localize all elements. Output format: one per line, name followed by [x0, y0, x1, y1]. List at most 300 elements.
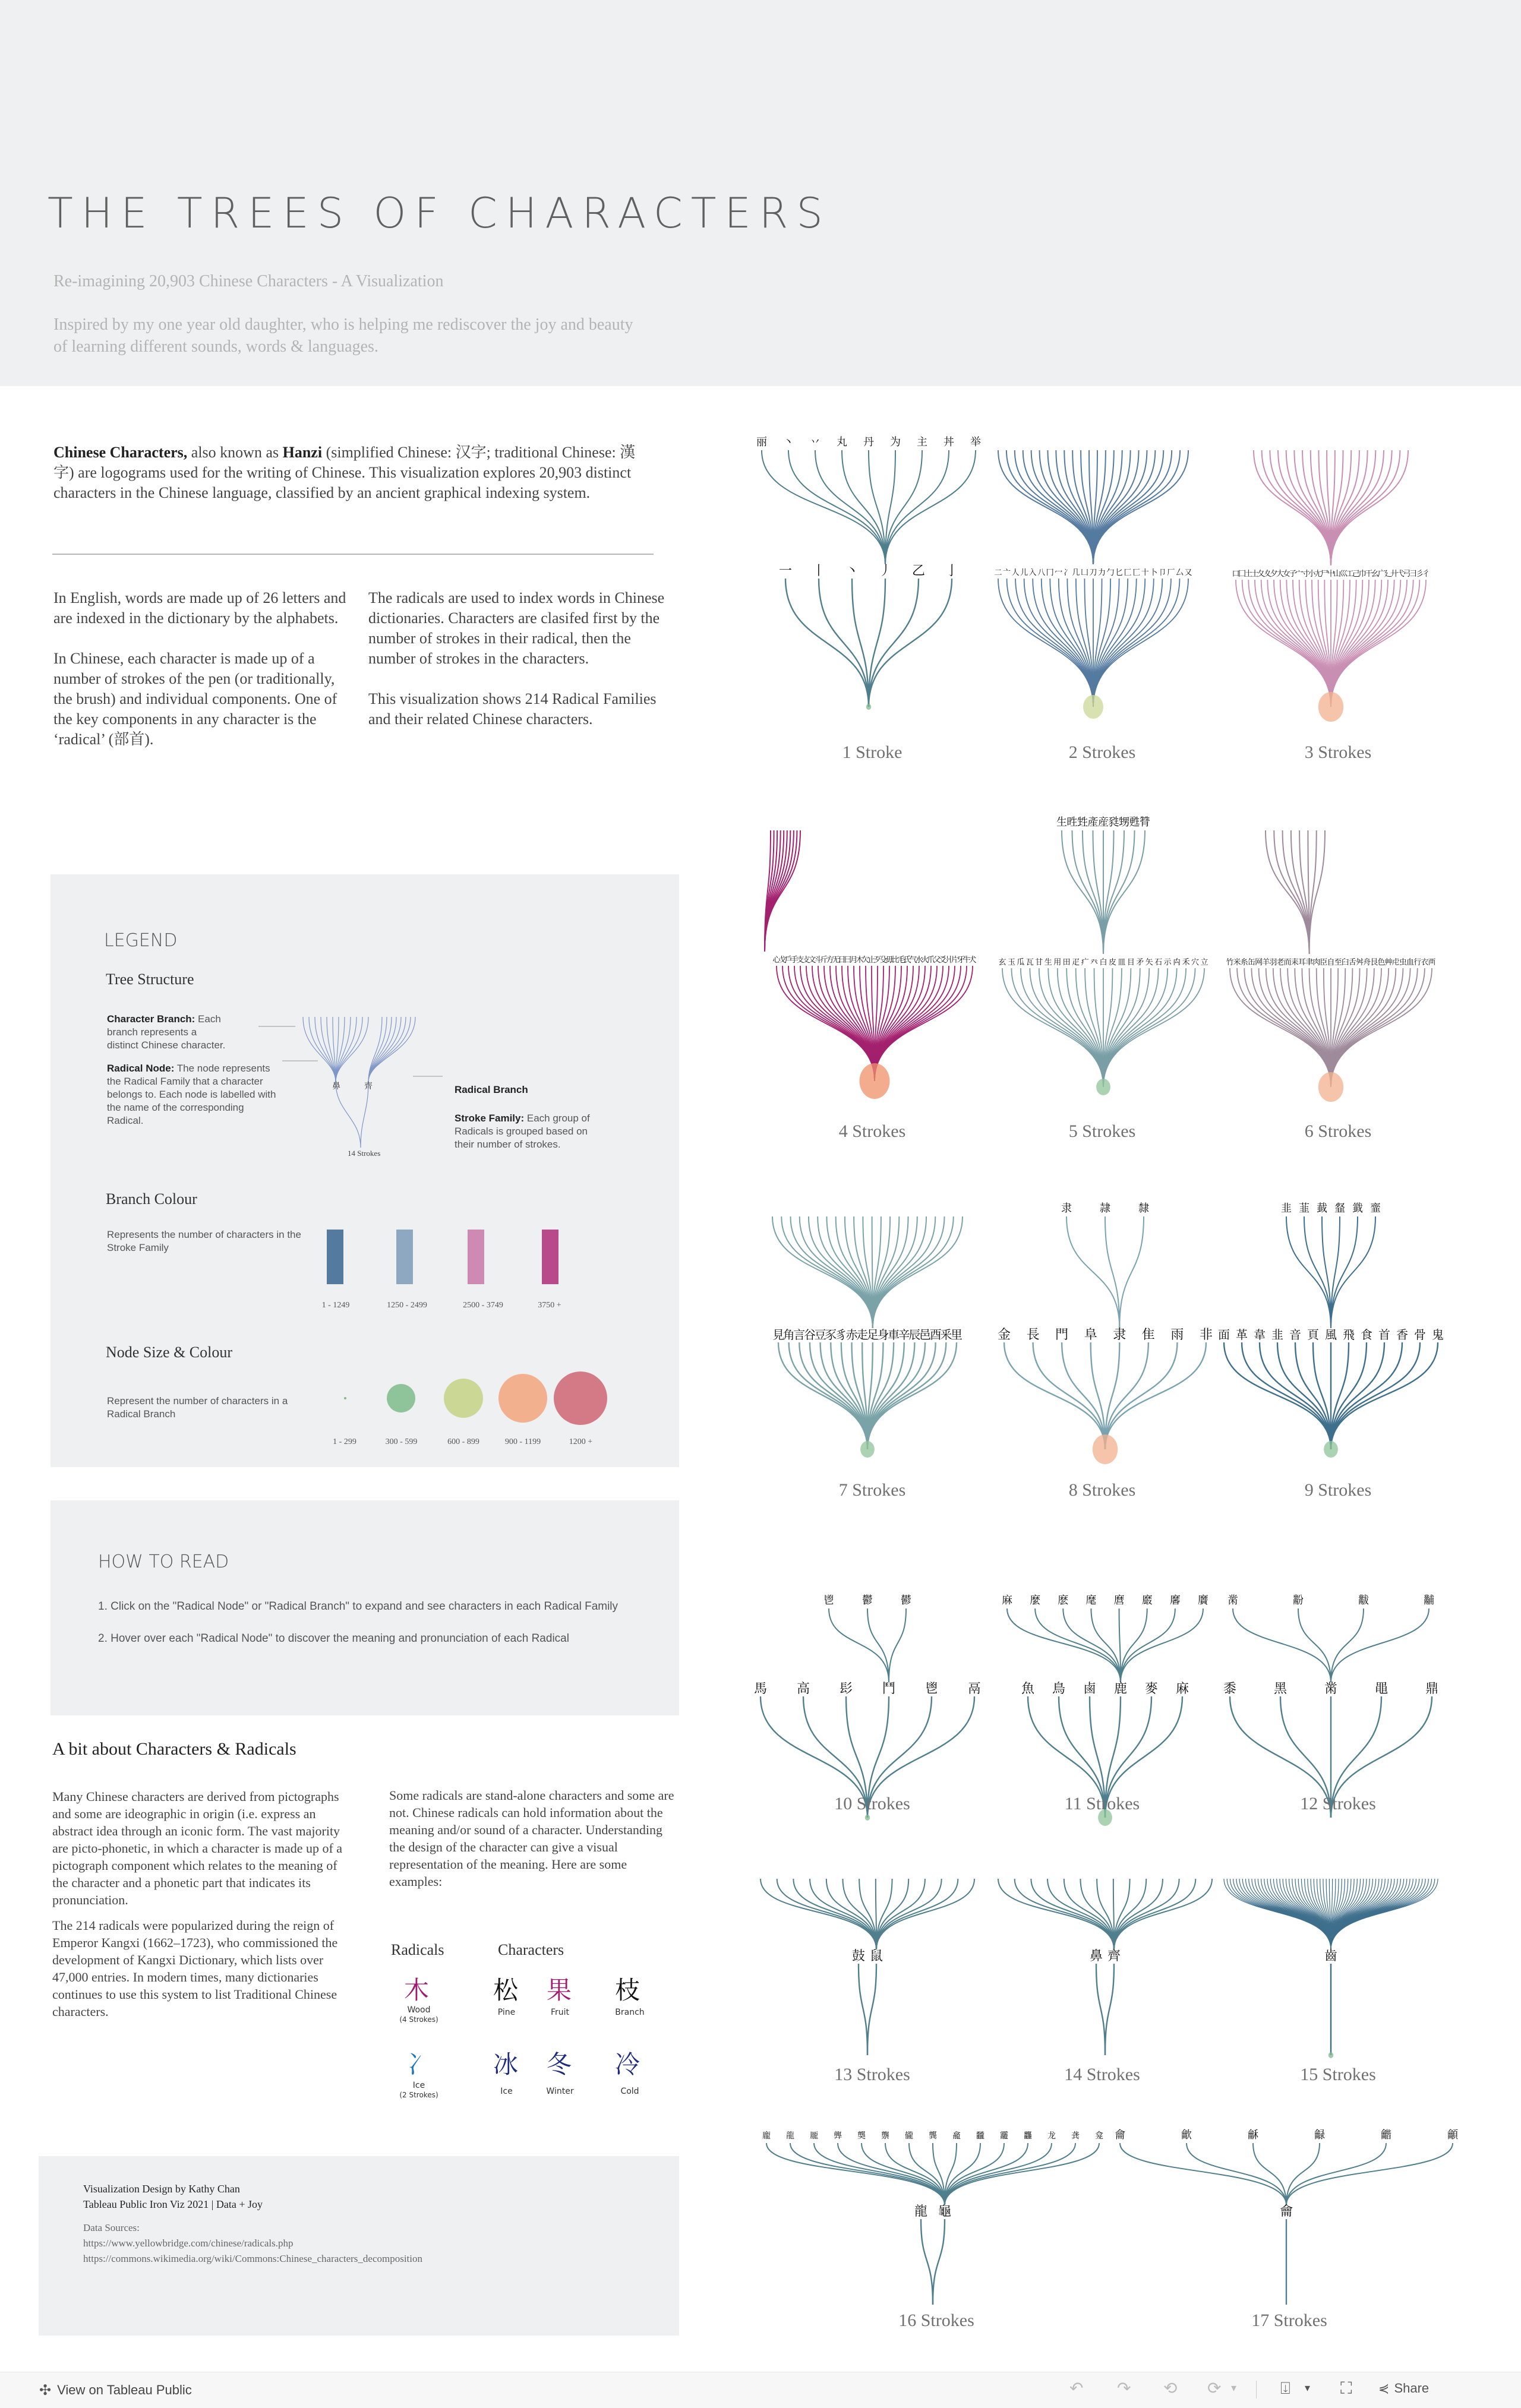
svg-text:丸: 丸: [837, 436, 847, 448]
credits-line-1: Visualization Design by Kathy Chan: [83, 2183, 240, 2195]
trees-chart: [737, 416, 1521, 2352]
radical-wood-label: [386, 2005, 452, 2024]
svg-text:自: 自: [1327, 958, 1335, 967]
svg-text:鬱: 鬱: [862, 1594, 873, 1607]
redo-icon[interactable]: ↷: [1117, 2378, 1131, 2398]
svg-text:网: 网: [1255, 958, 1263, 967]
svg-text:支: 支: [796, 956, 804, 965]
about-right-column: [389, 1787, 674, 1890]
svg-text:鬯: 鬯: [924, 1682, 939, 1696]
svg-text:匸: 匸: [1132, 568, 1141, 577]
svg-text:比: 比: [891, 956, 900, 965]
svg-text:豸: 豸: [835, 1328, 847, 1342]
svg-text:禾: 禾: [1182, 958, 1190, 967]
svg-text:隷: 隷: [1100, 1202, 1110, 1215]
credits-author: [83, 2181, 263, 2212]
tree-7[interactable]: [772, 1216, 963, 1458]
svg-text:厶: 厶: [1175, 568, 1184, 577]
svg-text:丶: 丶: [845, 564, 859, 579]
data-sources: [83, 2220, 422, 2267]
tree-label-12: 12 Strokes: [1300, 1794, 1376, 1813]
svg-text:風: 風: [1325, 1328, 1337, 1342]
about-left-column: [52, 1788, 355, 2020]
svg-text:羊: 羊: [1262, 958, 1270, 967]
svg-text:黹: 黹: [1324, 1682, 1338, 1696]
radical-ice-label: [386, 2081, 452, 2100]
svg-text:士: 士: [1251, 570, 1259, 579]
svg-text:矛: 矛: [1136, 958, 1144, 967]
svg-text:龠: 龠: [1279, 2204, 1293, 2219]
svg-text:耒: 耒: [1290, 958, 1299, 967]
example-radical-node-2: 齊: [364, 1082, 373, 1091]
svg-text:龘: 龘: [1024, 2131, 1032, 2141]
svg-text:屮: 屮: [1327, 570, 1335, 579]
svg-text:冫: 冫: [1063, 568, 1071, 577]
svg-text:韭: 韭: [1281, 1202, 1292, 1215]
svg-text:邑: 邑: [919, 1328, 932, 1342]
svg-text:犬: 犬: [968, 956, 977, 965]
svg-text:十: 十: [1141, 568, 1149, 577]
svg-text:夂: 夂: [1257, 570, 1266, 579]
svg-text:麻: 麻: [1002, 1594, 1012, 1607]
svg-text:鬥: 鬥: [882, 1682, 896, 1696]
svg-text:聿: 聿: [1305, 958, 1314, 967]
svg-text:亠: 亠: [1003, 568, 1011, 577]
tree-label-6: 6 Strokes: [1304, 1121, 1372, 1141]
svg-text:冖: 冖: [1055, 568, 1063, 577]
tree-3[interactable]: [1232, 450, 1430, 722]
svg-text:尸: 尸: [1320, 570, 1328, 579]
download-icon[interactable]: ⍗: [1280, 2378, 1290, 2398]
svg-text:韲: 韲: [1370, 1202, 1381, 1215]
svg-text:龏: 龏: [834, 2131, 842, 2141]
svg-text:隸: 隸: [1138, 1202, 1149, 1215]
page-title: THE TREES OF CHARACTERS: [48, 189, 831, 238]
svg-text:糸: 糸: [1240, 958, 1248, 967]
char-branch: 枝: [615, 1976, 640, 2005]
tree-16[interactable]: [762, 2131, 1103, 2305]
tree-9[interactable]: [1218, 1202, 1444, 1458]
svg-text:羽: 羽: [1269, 958, 1277, 967]
intro-right-p1: The radicals are used to index words in Chinese dictionaries. Characters are clasifed first by the number of strokes in their radical, then the number of strokes in the characters.: [368, 589, 665, 667]
svg-text:赤: 赤: [845, 1328, 858, 1342]
svg-text:臣: 臣: [1320, 958, 1328, 967]
svg-text:水: 水: [915, 956, 923, 965]
svg-text:齊: 齊: [1107, 1949, 1121, 1964]
svg-text:龒: 龒: [881, 2131, 889, 2141]
intro-paragraph: [53, 443, 654, 503]
tree-13[interactable]: [760, 1879, 974, 2055]
svg-text:戶: 戶: [784, 956, 793, 965]
node-size-heading: Node Size & Colour: [106, 1344, 233, 1361]
legend-panel: [51, 874, 679, 1467]
svg-text:匕: 匕: [1115, 568, 1124, 577]
svg-text:攴: 攴: [802, 956, 810, 965]
svg-text:疒: 疒: [1081, 958, 1089, 967]
label: Ice: [412, 2081, 425, 2090]
svg-text:毛: 毛: [897, 956, 905, 965]
svg-text:父: 父: [933, 956, 941, 965]
svg-text:甤: 甤: [1108, 816, 1119, 829]
radical-branch-label: [455, 1083, 528, 1096]
svg-text:戈: 戈: [778, 956, 787, 965]
svg-text:石: 石: [1154, 958, 1163, 967]
svg-text:車: 車: [888, 1328, 900, 1342]
svg-text:鼻: 鼻: [1089, 1949, 1103, 1964]
node-label-2: 300 - 599: [385, 1437, 418, 1446]
svg-text:黀: 黀: [1141, 1594, 1153, 1607]
svg-text:举: 举: [970, 436, 981, 448]
about-right-p1: Some radicals are stand-alone characters and some are not. Chinese radicals can hold information about the meaning and/or sound of a character. Understanding the design of the character can give a visual representation of the meaning. Here are some examples:: [389, 1788, 674, 1889]
svg-text:臼: 臼: [1341, 958, 1349, 967]
svg-text:竹: 竹: [1226, 958, 1234, 967]
svg-text:龡: 龡: [1181, 2129, 1192, 2141]
tree-4[interactable]: [765, 830, 977, 1099]
svg-text:龎: 龎: [810, 2131, 818, 2141]
svg-text:巛: 巛: [1339, 570, 1348, 579]
svg-text:豆: 豆: [814, 1328, 826, 1342]
swatch-label-1: 1 - 1249: [321, 1301, 350, 1310]
svg-text:隶: 隶: [1061, 1202, 1072, 1215]
how-to-read-title: HOW TO READ: [98, 1551, 229, 1572]
svg-text:龐: 龐: [762, 2131, 771, 2141]
svg-text:牛: 牛: [963, 956, 971, 965]
svg-text:酉: 酉: [929, 1328, 942, 1342]
svg-text:矢: 矢: [1145, 958, 1153, 967]
svg-text:音: 音: [1289, 1328, 1301, 1342]
label-text: The node represents the Radical Family that a character belongs to. Each node is labelled with the name of the corresponding Radical.: [107, 1063, 276, 1126]
svg-text:産: 産: [1098, 816, 1109, 829]
example-radical-node-1: 鼻: [332, 1082, 340, 1091]
about-left-p1: Many Chinese characters are derived from pictographs and some are ideographic in origin (i.e. express an abstract idea through an iconic form. The vast majority are picto-phonetic, in which a character is made up of a pictograph component which relates to the meaning of the character and a phonetic part that indicates its pronunciation.: [52, 1789, 343, 1907]
svg-text:示: 示: [1163, 958, 1172, 967]
svg-text:巾: 巾: [1358, 570, 1367, 579]
svg-text:鬰: 鬰: [901, 1594, 911, 1607]
svg-text:鼎: 鼎: [1425, 1682, 1439, 1696]
svg-text:龕: 龕: [952, 2131, 961, 2141]
tree-structure-diagram: [223, 1017, 460, 1154]
undo-icon[interactable]: ↶: [1069, 2378, 1084, 2398]
svg-text:黁: 黁: [1169, 1594, 1181, 1607]
share-button[interactable]: [1378, 2381, 1429, 2396]
tableau-logo-icon: ✣: [39, 2382, 52, 2398]
svg-text:艸: 艸: [1384, 958, 1393, 967]
intro-bold-chinese-characters: Chinese Characters,: [53, 444, 188, 461]
tree-label-10: 10 Strokes: [834, 1794, 910, 1813]
tree-5[interactable]: [998, 816, 1208, 1095]
svg-text:丷: 丷: [810, 436, 821, 448]
svg-text:氏: 氏: [903, 956, 911, 965]
view-on-tableau-label: View on Tableau Public: [57, 2382, 192, 2397]
svg-text:瓜: 瓜: [1017, 958, 1025, 967]
svg-text:黺: 黺: [1293, 1594, 1304, 1607]
swatch-1: [327, 1230, 343, 1284]
intro-left-p2: In Chinese, each character is made up of a number of strokes of the pen (or traditionally, the brush) and individual components. One of the key components in any character is the ‘radical’ (部首).: [53, 650, 337, 748]
label-bold: Radical Node:: [107, 1063, 175, 1074]
svg-text:韋: 韋: [1254, 1328, 1266, 1342]
svg-text:彐: 彐: [1409, 570, 1418, 579]
credits-panel: [39, 2156, 679, 2336]
svg-text:廾: 廾: [1390, 570, 1399, 579]
svg-text:爻: 爻: [939, 956, 947, 965]
svg-text:殳: 殳: [879, 956, 888, 965]
svg-text:乙: 乙: [911, 564, 926, 579]
view-on-tableau-button[interactable]: [39, 2382, 192, 2398]
fullscreen-icon[interactable]: ⛶: [1340, 2378, 1352, 2398]
svg-text:甥: 甥: [1119, 816, 1129, 829]
svg-text:豕: 豕: [825, 1328, 837, 1342]
intro-bold-hanzi: Hanzi: [282, 444, 323, 461]
tree-17[interactable]: [1115, 2129, 1459, 2305]
radicals-col-heading: Radicals: [391, 1941, 444, 1958]
svg-text:龤: 龤: [1381, 2129, 1391, 2141]
how-to-read-step-2: 2. Hover over each "Radical Node" to discover the meaning and pronunciation of each Radical: [98, 1632, 569, 1645]
svg-text:鬼: 鬼: [1432, 1328, 1444, 1342]
label-bold: Radical Branch: [455, 1084, 528, 1095]
svg-text:生: 生: [1056, 816, 1067, 829]
svg-text:龠: 龠: [1115, 2129, 1125, 2141]
label-text: Each branch represents a distinct Chinese character.: [107, 1013, 226, 1051]
label-sub: (4 Strokes): [399, 2015, 438, 2024]
svg-text:龖: 龖: [976, 2131, 984, 2141]
character-branch-desc: [107, 1013, 226, 1052]
svg-text:爿: 爿: [945, 956, 953, 965]
svg-text:龔: 龔: [929, 2131, 937, 2141]
svg-text:入: 入: [1028, 568, 1037, 577]
svg-text:丿: 丿: [878, 564, 892, 579]
swatch-2: [396, 1230, 413, 1284]
svg-text:首: 首: [1378, 1328, 1390, 1342]
tree-2[interactable]: [994, 450, 1192, 719]
svg-text:高: 高: [796, 1682, 810, 1696]
svg-text:辰: 辰: [908, 1328, 921, 1342]
svg-text:血: 血: [1406, 958, 1415, 967]
radical-examples: [386, 1971, 683, 2125]
svg-text:龥: 龥: [1447, 2129, 1458, 2141]
svg-text:一: 一: [778, 564, 793, 579]
tree-label-16: 16 Strokes: [898, 2311, 974, 2330]
svg-text:亅: 亅: [945, 564, 959, 579]
svg-text:食: 食: [1361, 1328, 1372, 1342]
svg-text:丶: 丶: [783, 436, 794, 448]
swatch-3: [468, 1230, 484, 1284]
svg-text:干: 干: [1365, 570, 1373, 579]
svg-text:禸: 禸: [1173, 958, 1181, 967]
svg-text:金: 金: [997, 1328, 1011, 1342]
node-label-1: 1 - 299: [333, 1437, 356, 1446]
tree-12[interactable]: [1223, 1594, 1438, 1818]
tree-15[interactable]: [1224, 1879, 1438, 2058]
download-dropdown-icon[interactable]: ▾: [1305, 2382, 1311, 2394]
revert-icon[interactable]: ⟲: [1163, 2378, 1178, 2398]
svg-text:龓: 龓: [905, 2131, 913, 2141]
tree-8[interactable]: [998, 1202, 1213, 1464]
swatch-label-2: 1250 - 2499: [387, 1301, 427, 1310]
intro-text: also known as: [187, 444, 283, 461]
tree-6[interactable]: [1226, 830, 1435, 1102]
svg-text:虍: 虍: [1391, 958, 1400, 967]
char-cold: 冷: [615, 2050, 640, 2079]
svg-text:隶: 隶: [1113, 1328, 1126, 1342]
svg-text:彳: 彳: [1422, 570, 1430, 579]
tree-1[interactable]: [756, 436, 981, 710]
svg-text:龍: 龍: [786, 2131, 794, 2141]
tree-label-8: 8 Strokes: [1068, 1480, 1136, 1500]
svg-text:飛: 飛: [1343, 1328, 1355, 1342]
branch-colour-swatches: [327, 1230, 469, 1287]
source-link-1[interactable]: https://www.yellowbridge.com/chinese/radicals.php: [83, 2238, 294, 2249]
svg-text:老: 老: [1276, 958, 1285, 967]
char-winter: 冬: [547, 2050, 572, 2079]
svg-text:口: 口: [1232, 570, 1240, 579]
node-size-circles: [312, 1365, 668, 1430]
svg-text:龜: 龜: [938, 2204, 952, 2219]
svg-text:气: 气: [909, 956, 917, 965]
svg-text:隹: 隹: [1141, 1328, 1155, 1342]
svg-text:白: 白: [1099, 958, 1107, 967]
svg-text:人: 人: [1011, 568, 1020, 577]
svg-text:韮: 韮: [1299, 1202, 1309, 1215]
svg-text:癶: 癶: [1090, 958, 1099, 967]
svg-text:曰: 曰: [844, 956, 852, 965]
svg-text:立: 立: [1200, 958, 1208, 967]
svg-text:凵: 凵: [1080, 568, 1088, 577]
svg-text:骨: 骨: [1414, 1328, 1426, 1342]
svg-text:文: 文: [808, 956, 816, 965]
intro-right-column: [368, 588, 671, 729]
refresh-dropdown-icon[interactable]: ▾: [1231, 2382, 1237, 2394]
tree-label-15: 15 Strokes: [1300, 2065, 1376, 2084]
svg-text:黽: 黽: [1374, 1682, 1389, 1696]
svg-text:玉: 玉: [1007, 958, 1015, 967]
header-banner: [0, 0, 1521, 386]
svg-text:小: 小: [1308, 570, 1316, 579]
stroke-family-desc: [455, 1112, 597, 1151]
label: Wood: [407, 2005, 431, 2015]
svg-text:韭: 韭: [1271, 1328, 1283, 1342]
share-label: Share: [1394, 2381, 1430, 2396]
svg-text:麿: 麿: [1113, 1594, 1125, 1607]
svg-text:身: 身: [877, 1328, 889, 1342]
svg-text:襾: 襾: [1428, 958, 1436, 967]
svg-text:尢: 尢: [1314, 570, 1323, 579]
svg-text:几: 几: [1072, 568, 1080, 577]
svg-text:龍: 龍: [914, 2204, 928, 2219]
svg-text:山: 山: [1333, 570, 1342, 579]
svg-text:丼: 丼: [943, 436, 954, 448]
svg-text:黹: 黹: [1227, 1594, 1238, 1607]
toolbar-divider: [1256, 2381, 1257, 2398]
label-bold: Stroke Family:: [455, 1113, 525, 1124]
svg-text:幺: 幺: [1371, 570, 1380, 579]
svg-text:主: 主: [917, 436, 927, 448]
svg-text:工: 工: [1346, 570, 1354, 579]
svg-text:无: 无: [832, 956, 840, 965]
svg-text:鳥: 鳥: [1052, 1682, 1066, 1696]
svg-text:艮: 艮: [1370, 958, 1378, 967]
tree-label-11: 11 Strokes: [1064, 1794, 1140, 1813]
svg-text:米: 米: [1233, 958, 1241, 967]
svg-text:頁: 頁: [1307, 1328, 1319, 1342]
svg-text:龙: 龙: [1047, 2131, 1056, 2141]
tree-label-2: 2 Strokes: [1068, 742, 1136, 762]
svg-text:色: 色: [1377, 958, 1386, 967]
how-to-read-panel: [51, 1500, 679, 1715]
svg-text:黑: 黑: [1273, 1682, 1288, 1696]
svg-text:黍: 黍: [1223, 1682, 1237, 1696]
svg-text:黼: 黼: [1424, 1594, 1434, 1607]
svg-text:儿: 儿: [1020, 568, 1028, 577]
intro-text: (simplified Chinese: 汉字; traditional Chinese: 漢字) are logograms used for the writing of Chinese. This visualization explores 20,903 distinct characters in the Chinese language, classified by an ancient graphical indexing system.: [53, 444, 636, 501]
svg-text:女: 女: [1282, 570, 1290, 579]
svg-text:斤: 斤: [820, 956, 828, 965]
svg-text:卩: 卩: [1158, 568, 1166, 577]
characters-col-heading: Characters: [498, 1941, 564, 1958]
tree-11[interactable]: [1002, 1594, 1208, 1826]
tree-10[interactable]: [754, 1594, 981, 1821]
svg-text:木: 木: [856, 956, 864, 965]
label-sub: (2 Strokes): [399, 2091, 438, 2099]
svg-text:虫: 虫: [1399, 958, 1407, 967]
svg-text:方: 方: [826, 956, 834, 965]
svg-text:韱: 韱: [1352, 1202, 1363, 1215]
label-bold: Character Branch:: [107, 1013, 195, 1025]
legend-title: LEGEND: [104, 930, 178, 951]
svg-text:宀: 宀: [1295, 570, 1304, 579]
svg-text:冂: 冂: [1046, 568, 1054, 577]
about-heading: A bit about Characters & Radicals: [52, 1739, 296, 1759]
share-icon: ⋞: [1378, 2381, 1390, 2396]
svg-text:谷: 谷: [803, 1328, 816, 1342]
radical-ice: 冫: [407, 2050, 433, 2079]
svg-text:麾: 麾: [1085, 1594, 1097, 1607]
svg-text:鹿: 鹿: [1113, 1682, 1128, 1696]
char-winter-label: Winter: [546, 2087, 574, 2096]
svg-text:毋: 毋: [885, 956, 894, 965]
svg-text:甧: 甧: [1140, 816, 1150, 829]
refresh-icon[interactable]: ⟳: [1207, 2378, 1222, 2398]
tree-label-13: 13 Strokes: [834, 2065, 910, 2084]
svg-text:厂: 厂: [1167, 568, 1175, 577]
tree-14[interactable]: [998, 1879, 1212, 2055]
svg-text:足: 足: [866, 1328, 879, 1342]
svg-text:辛: 辛: [898, 1328, 910, 1342]
svg-text:瓦: 瓦: [1025, 958, 1034, 967]
svg-text:言: 言: [793, 1328, 806, 1342]
svg-text:髟: 髟: [839, 1682, 853, 1696]
svg-text:丹: 丹: [863, 436, 874, 448]
tree-label-4: 4 Strokes: [838, 1121, 906, 1141]
svg-text:大: 大: [1276, 570, 1285, 579]
svg-text:皮: 皮: [1108, 958, 1116, 967]
intro-right-p2: This visualization shows 214 Radical Families and their related Chinese characters.: [368, 690, 657, 728]
svg-text:日: 日: [838, 956, 846, 965]
intro-left-p1: In English, words are made up of 26 letters and are indexed in the dictionary by the alphabets.: [53, 589, 346, 627]
svg-text:韰: 韰: [1334, 1202, 1345, 1215]
svg-text:麼: 麼: [1030, 1594, 1041, 1607]
svg-text:龛: 龛: [1095, 2131, 1103, 2141]
char-fruit-label: Fruit: [550, 2008, 570, 2017]
svg-text:麥: 麥: [1144, 1682, 1159, 1696]
svg-text:舛: 舛: [1356, 958, 1364, 967]
svg-text:產: 產: [1087, 816, 1099, 829]
svg-text:肉: 肉: [1312, 958, 1321, 967]
svg-text:馬: 馬: [753, 1682, 768, 1696]
source-link-2[interactable]: https://commons.wikimedia.org/wiki/Commons:Chinese_characters_decomposition: [83, 2253, 423, 2264]
svg-text:玄: 玄: [998, 958, 1006, 967]
swatch-label-3: 2500 - 3749: [463, 1301, 503, 1310]
svg-text:斗: 斗: [814, 956, 822, 965]
